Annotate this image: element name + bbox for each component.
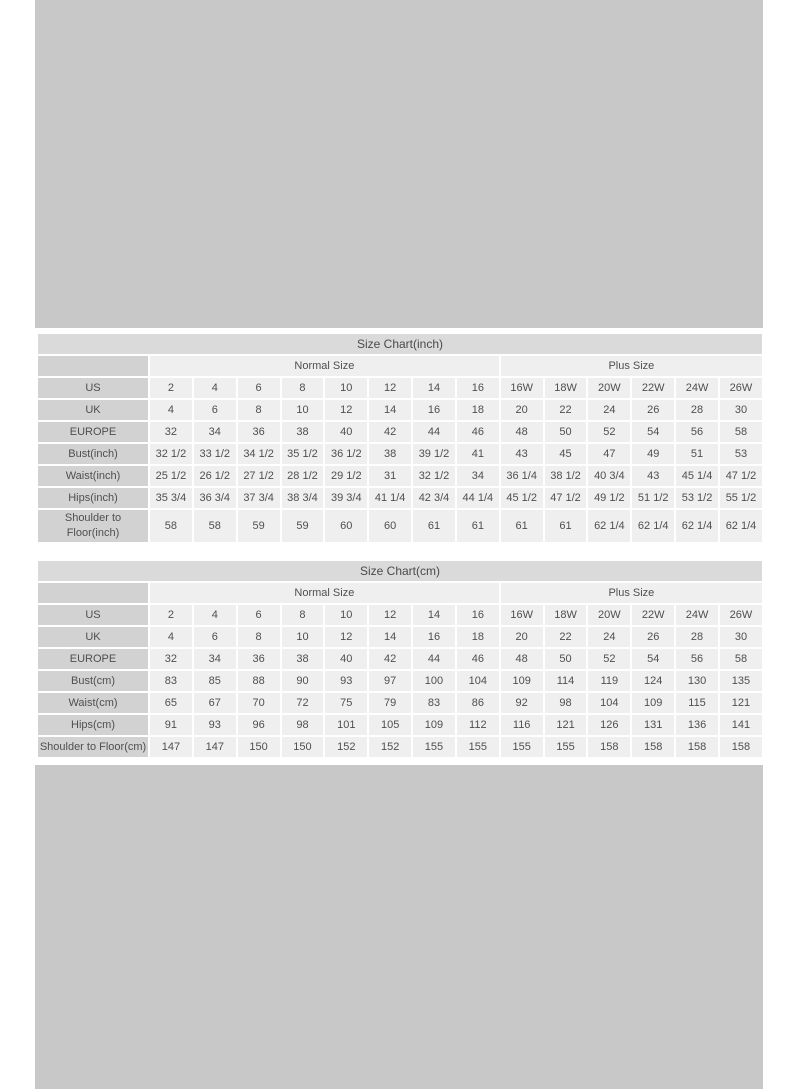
data-cell: 98 bbox=[282, 715, 324, 735]
data-cell: 16 bbox=[413, 627, 455, 647]
data-cell: 56 bbox=[676, 422, 718, 442]
data-cell: 22W bbox=[632, 605, 674, 625]
data-cell: 121 bbox=[545, 715, 587, 735]
data-cell: 24 bbox=[588, 627, 630, 647]
data-cell: 6 bbox=[238, 605, 280, 625]
data-cell: 48 bbox=[501, 422, 543, 442]
data-cell: 97 bbox=[369, 671, 411, 691]
data-cell: 38 bbox=[282, 422, 324, 442]
data-cell: 46 bbox=[457, 422, 499, 442]
data-cell: 42 bbox=[369, 649, 411, 669]
data-cell: 61 bbox=[413, 510, 455, 542]
data-cell: 104 bbox=[457, 671, 499, 691]
data-cell: 34 1/2 bbox=[238, 444, 280, 464]
table-row bbox=[38, 488, 762, 508]
data-cell: 45 1/2 bbox=[501, 488, 543, 508]
data-cell: 152 bbox=[369, 737, 411, 757]
data-cell: 93 bbox=[194, 715, 236, 735]
data-cell: 4 bbox=[150, 627, 192, 647]
table-row bbox=[38, 671, 762, 691]
data-cell: 16W bbox=[501, 605, 543, 625]
data-cell: 32 1/2 bbox=[413, 466, 455, 486]
data-cell: 26 bbox=[632, 627, 674, 647]
data-cell: 49 bbox=[632, 444, 674, 464]
data-cell: 2 bbox=[150, 605, 192, 625]
data-cell: 12 bbox=[325, 400, 367, 420]
data-cell: 32 bbox=[150, 649, 192, 669]
data-cell: 18 bbox=[457, 400, 499, 420]
data-cell: 6 bbox=[194, 627, 236, 647]
data-cell: 24W bbox=[676, 378, 718, 398]
data-cell: 60 bbox=[325, 510, 367, 542]
data-cell: 96 bbox=[238, 715, 280, 735]
row-label: Bust(inch) bbox=[38, 444, 148, 464]
data-cell: 45 bbox=[545, 444, 587, 464]
data-cell: 50 bbox=[545, 422, 587, 442]
data-cell: 47 1/2 bbox=[545, 488, 587, 508]
data-cell: 150 bbox=[282, 737, 324, 757]
group-header-spacer bbox=[38, 583, 148, 603]
table-row bbox=[38, 693, 762, 713]
data-cell: 24W bbox=[676, 605, 718, 625]
data-cell: 62 1/4 bbox=[720, 510, 762, 542]
data-cell: 20W bbox=[588, 605, 630, 625]
data-cell: 30 bbox=[720, 627, 762, 647]
data-cell: 51 1/2 bbox=[632, 488, 674, 508]
data-cell: 10 bbox=[282, 627, 324, 647]
data-cell: 8 bbox=[238, 400, 280, 420]
data-cell: 75 bbox=[325, 693, 367, 713]
data-cell: 33 1/2 bbox=[194, 444, 236, 464]
data-cell: 8 bbox=[238, 627, 280, 647]
data-cell: 62 1/4 bbox=[632, 510, 674, 542]
group-header-spacer bbox=[38, 356, 148, 376]
row-label: Shoulder to Floor(cm) bbox=[38, 737, 148, 757]
data-cell: 155 bbox=[413, 737, 455, 757]
data-cell: 26 1/2 bbox=[194, 466, 236, 486]
data-cell: 52 bbox=[588, 422, 630, 442]
data-cell: 26W bbox=[720, 605, 762, 625]
data-cell: 40 3/4 bbox=[588, 466, 630, 486]
data-cell: 35 1/2 bbox=[282, 444, 324, 464]
data-cell: 2 bbox=[150, 378, 192, 398]
data-cell: 124 bbox=[632, 671, 674, 691]
data-cell: 101 bbox=[325, 715, 367, 735]
data-cell: 150 bbox=[238, 737, 280, 757]
data-cell: 14 bbox=[369, 627, 411, 647]
data-cell: 158 bbox=[588, 737, 630, 757]
data-cell: 10 bbox=[282, 400, 324, 420]
table-row bbox=[38, 649, 762, 669]
data-cell: 55 1/2 bbox=[720, 488, 762, 508]
data-cell: 35 3/4 bbox=[150, 488, 192, 508]
data-cell: 54 bbox=[632, 422, 674, 442]
data-cell: 14 bbox=[413, 605, 455, 625]
data-cell: 49 1/2 bbox=[588, 488, 630, 508]
data-cell: 14 bbox=[369, 400, 411, 420]
data-cell: 86 bbox=[457, 693, 499, 713]
row-label: Hips(inch) bbox=[38, 488, 148, 508]
data-cell: 70 bbox=[238, 693, 280, 713]
data-cell: 67 bbox=[194, 693, 236, 713]
data-cell: 36 3/4 bbox=[194, 488, 236, 508]
data-cell: 16 bbox=[457, 605, 499, 625]
table-row bbox=[38, 422, 762, 442]
data-cell: 53 bbox=[720, 444, 762, 464]
data-cell: 43 bbox=[632, 466, 674, 486]
row-label: Shoulder to Floor(inch) bbox=[38, 510, 148, 542]
data-cell: 109 bbox=[632, 693, 674, 713]
table-row bbox=[38, 444, 762, 464]
data-cell: 58 bbox=[150, 510, 192, 542]
data-cell: 34 bbox=[194, 649, 236, 669]
data-cell: 27 1/2 bbox=[238, 466, 280, 486]
table-row bbox=[38, 737, 762, 757]
data-cell: 50 bbox=[545, 649, 587, 669]
data-cell: 31 bbox=[369, 466, 411, 486]
product-photo-area-bottom bbox=[35, 765, 763, 1089]
table-row bbox=[38, 510, 762, 542]
data-cell: 53 1/2 bbox=[676, 488, 718, 508]
data-cell: 30 bbox=[720, 400, 762, 420]
data-cell: 62 1/4 bbox=[676, 510, 718, 542]
data-cell: 22 bbox=[545, 400, 587, 420]
data-cell: 38 3/4 bbox=[282, 488, 324, 508]
data-cell: 79 bbox=[369, 693, 411, 713]
data-cell: 22W bbox=[632, 378, 674, 398]
row-label: EUROPE bbox=[38, 422, 148, 442]
data-cell: 40 bbox=[325, 649, 367, 669]
data-cell: 12 bbox=[325, 627, 367, 647]
data-cell: 16 bbox=[457, 378, 499, 398]
data-cell: 36 bbox=[238, 422, 280, 442]
table-title: Size Chart(cm) bbox=[38, 561, 762, 581]
data-cell: 39 3/4 bbox=[325, 488, 367, 508]
data-cell: 12 bbox=[369, 605, 411, 625]
size-chart-table-inch bbox=[36, 332, 764, 544]
data-cell: 136 bbox=[676, 715, 718, 735]
table-row bbox=[38, 715, 762, 735]
data-cell: 40 bbox=[325, 422, 367, 442]
data-cell: 36 1/2 bbox=[325, 444, 367, 464]
data-cell: 158 bbox=[720, 737, 762, 757]
table-row bbox=[38, 466, 762, 486]
data-cell: 59 bbox=[282, 510, 324, 542]
data-cell: 37 3/4 bbox=[238, 488, 280, 508]
data-cell: 152 bbox=[325, 737, 367, 757]
data-cell: 83 bbox=[413, 693, 455, 713]
data-cell: 4 bbox=[150, 400, 192, 420]
row-label: Waist(inch) bbox=[38, 466, 148, 486]
data-cell: 155 bbox=[545, 737, 587, 757]
data-cell: 109 bbox=[413, 715, 455, 735]
row-label: US bbox=[38, 378, 148, 398]
data-cell: 34 bbox=[194, 422, 236, 442]
data-cell: 85 bbox=[194, 671, 236, 691]
data-cell: 62 1/4 bbox=[588, 510, 630, 542]
group-header: Plus Size bbox=[501, 583, 762, 603]
data-cell: 28 1/2 bbox=[282, 466, 324, 486]
data-cell: 104 bbox=[588, 693, 630, 713]
product-photo-area-top bbox=[35, 0, 763, 328]
table-row bbox=[38, 627, 762, 647]
data-cell: 56 bbox=[676, 649, 718, 669]
data-cell: 38 bbox=[369, 444, 411, 464]
data-cell: 158 bbox=[676, 737, 718, 757]
data-cell: 46 bbox=[457, 649, 499, 669]
data-cell: 25 1/2 bbox=[150, 466, 192, 486]
data-cell: 54 bbox=[632, 649, 674, 669]
data-cell: 20 bbox=[501, 400, 543, 420]
size-chart-table-cm bbox=[36, 559, 764, 759]
data-cell: 29 1/2 bbox=[325, 466, 367, 486]
data-cell: 52 bbox=[588, 649, 630, 669]
data-cell: 112 bbox=[457, 715, 499, 735]
group-header: Plus Size bbox=[501, 356, 762, 376]
data-cell: 116 bbox=[501, 715, 543, 735]
data-cell: 93 bbox=[325, 671, 367, 691]
data-cell: 141 bbox=[720, 715, 762, 735]
spacer bbox=[36, 544, 764, 559]
data-cell: 18W bbox=[545, 378, 587, 398]
data-cell: 119 bbox=[588, 671, 630, 691]
data-cell: 38 1/2 bbox=[545, 466, 587, 486]
data-cell: 36 bbox=[238, 649, 280, 669]
data-cell: 114 bbox=[545, 671, 587, 691]
data-cell: 14 bbox=[413, 378, 455, 398]
data-cell: 28 bbox=[676, 400, 718, 420]
data-cell: 44 bbox=[413, 649, 455, 669]
data-cell: 44 bbox=[413, 422, 455, 442]
data-cell: 147 bbox=[150, 737, 192, 757]
data-cell: 6 bbox=[194, 400, 236, 420]
data-cell: 109 bbox=[501, 671, 543, 691]
data-cell: 88 bbox=[238, 671, 280, 691]
data-cell: 60 bbox=[369, 510, 411, 542]
data-cell: 47 1/2 bbox=[720, 466, 762, 486]
data-cell: 135 bbox=[720, 671, 762, 691]
data-cell: 36 1/4 bbox=[501, 466, 543, 486]
group-header: Normal Size bbox=[150, 583, 499, 603]
size-chart-tables bbox=[36, 332, 764, 759]
table-row bbox=[38, 400, 762, 420]
data-cell: 20 bbox=[501, 627, 543, 647]
row-label: Waist(cm) bbox=[38, 693, 148, 713]
data-cell: 61 bbox=[545, 510, 587, 542]
data-cell: 48 bbox=[501, 649, 543, 669]
data-cell: 41 bbox=[457, 444, 499, 464]
data-cell: 92 bbox=[501, 693, 543, 713]
data-cell: 8 bbox=[282, 378, 324, 398]
data-cell: 41 1/4 bbox=[369, 488, 411, 508]
data-cell: 16W bbox=[501, 378, 543, 398]
data-cell: 12 bbox=[369, 378, 411, 398]
data-cell: 58 bbox=[194, 510, 236, 542]
data-cell: 22 bbox=[545, 627, 587, 647]
data-cell: 18W bbox=[545, 605, 587, 625]
data-cell: 4 bbox=[194, 378, 236, 398]
data-cell: 43 bbox=[501, 444, 543, 464]
data-cell: 8 bbox=[282, 605, 324, 625]
data-cell: 6 bbox=[238, 378, 280, 398]
data-cell: 83 bbox=[150, 671, 192, 691]
data-cell: 121 bbox=[720, 693, 762, 713]
data-cell: 91 bbox=[150, 715, 192, 735]
data-cell: 28 bbox=[676, 627, 718, 647]
data-cell: 45 1/4 bbox=[676, 466, 718, 486]
data-cell: 72 bbox=[282, 693, 324, 713]
data-cell: 20W bbox=[588, 378, 630, 398]
data-cell: 100 bbox=[413, 671, 455, 691]
data-cell: 32 1/2 bbox=[150, 444, 192, 464]
table-title: Size Chart(inch) bbox=[38, 334, 762, 354]
data-cell: 59 bbox=[238, 510, 280, 542]
data-cell: 131 bbox=[632, 715, 674, 735]
data-cell: 61 bbox=[501, 510, 543, 542]
row-label: Bust(cm) bbox=[38, 671, 148, 691]
data-cell: 10 bbox=[325, 605, 367, 625]
data-cell: 155 bbox=[501, 737, 543, 757]
data-cell: 4 bbox=[194, 605, 236, 625]
data-cell: 10 bbox=[325, 378, 367, 398]
data-cell: 147 bbox=[194, 737, 236, 757]
data-cell: 26 bbox=[632, 400, 674, 420]
data-cell: 24 bbox=[588, 400, 630, 420]
data-cell: 58 bbox=[720, 649, 762, 669]
row-label: UK bbox=[38, 400, 148, 420]
group-header: Normal Size bbox=[150, 356, 499, 376]
data-cell: 18 bbox=[457, 627, 499, 647]
row-label: UK bbox=[38, 627, 148, 647]
data-cell: 158 bbox=[632, 737, 674, 757]
data-cell: 61 bbox=[457, 510, 499, 542]
data-cell: 42 bbox=[369, 422, 411, 442]
data-cell: 42 3/4 bbox=[413, 488, 455, 508]
table-row bbox=[38, 605, 762, 625]
data-cell: 126 bbox=[588, 715, 630, 735]
data-cell: 130 bbox=[676, 671, 718, 691]
data-cell: 44 1/4 bbox=[457, 488, 499, 508]
data-cell: 115 bbox=[676, 693, 718, 713]
data-cell: 51 bbox=[676, 444, 718, 464]
data-cell: 98 bbox=[545, 693, 587, 713]
data-cell: 47 bbox=[588, 444, 630, 464]
data-cell: 39 1/2 bbox=[413, 444, 455, 464]
data-cell: 90 bbox=[282, 671, 324, 691]
row-label: EUROPE bbox=[38, 649, 148, 669]
data-cell: 155 bbox=[457, 737, 499, 757]
data-cell: 65 bbox=[150, 693, 192, 713]
data-cell: 58 bbox=[720, 422, 762, 442]
data-cell: 34 bbox=[457, 466, 499, 486]
table-row bbox=[38, 378, 762, 398]
row-label: Hips(cm) bbox=[38, 715, 148, 735]
data-cell: 105 bbox=[369, 715, 411, 735]
row-label: US bbox=[38, 605, 148, 625]
data-cell: 32 bbox=[150, 422, 192, 442]
data-cell: 38 bbox=[282, 649, 324, 669]
data-cell: 26W bbox=[720, 378, 762, 398]
data-cell: 16 bbox=[413, 400, 455, 420]
